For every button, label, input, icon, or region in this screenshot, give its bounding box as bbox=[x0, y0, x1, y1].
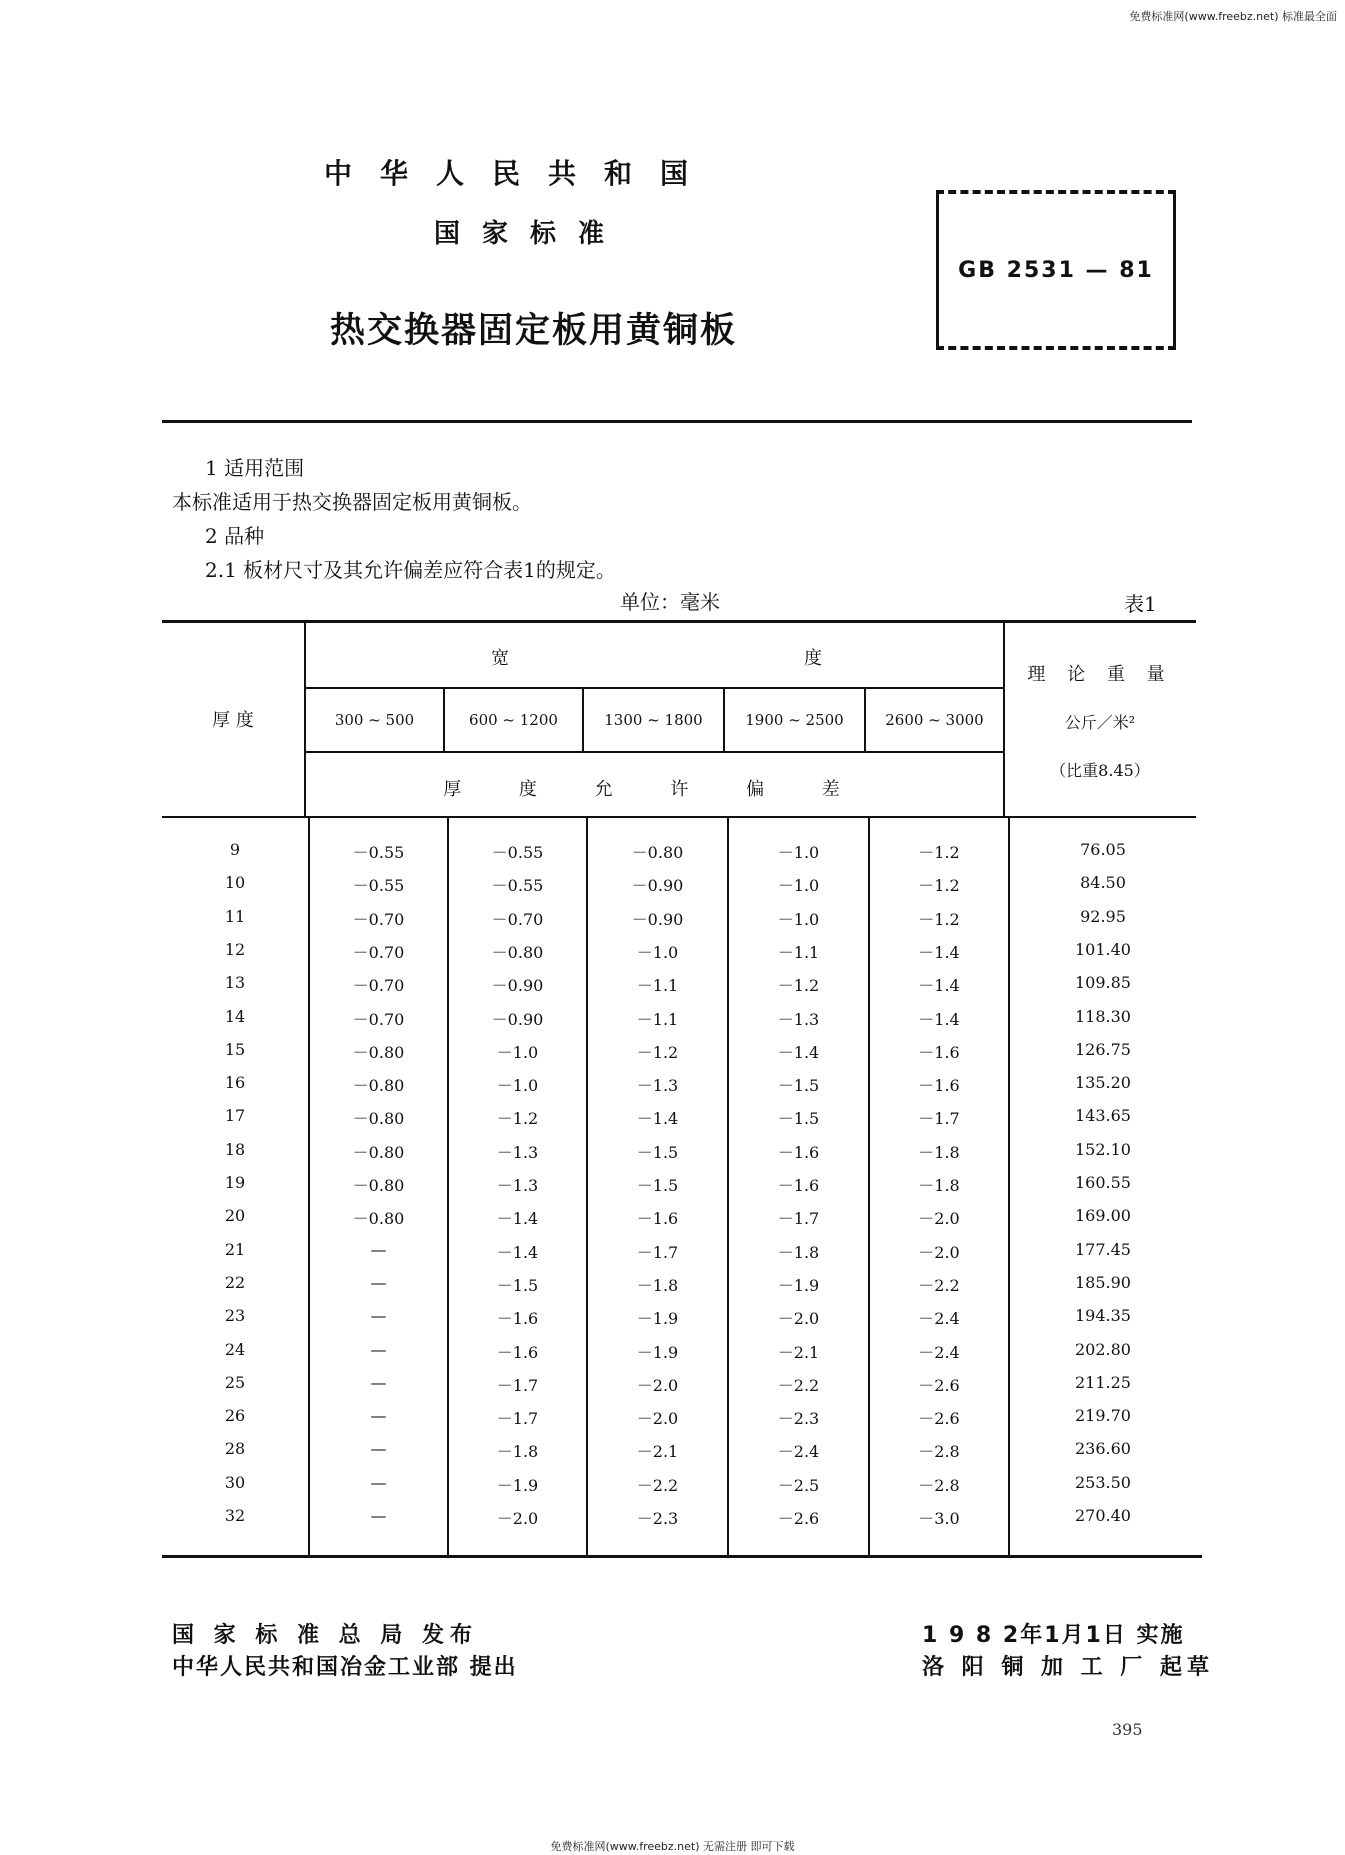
width-range: 300 ~ 500 bbox=[334, 711, 415, 729]
tolerance-cell: －1.4 bbox=[918, 1010, 960, 1029]
weight-cell: 202.80 bbox=[1075, 1340, 1131, 1359]
thickness-cell: 10 bbox=[224, 873, 246, 892]
tolerance-cell: －1.0 bbox=[496, 1043, 539, 1062]
tolerance-cell: －2.5 bbox=[777, 1476, 820, 1495]
table-header-rule-2 bbox=[305, 751, 1005, 753]
tolerance-cell: －1.9 bbox=[636, 1343, 679, 1362]
weight-cell: 270.40 bbox=[1075, 1506, 1131, 1525]
weight-header: 理 论 重 量 bbox=[1027, 664, 1173, 685]
tolerance-cell: －0.80 bbox=[352, 1209, 405, 1228]
tolerance-cell: －1.9 bbox=[496, 1476, 539, 1495]
tolerance-cell: －1.4 bbox=[777, 1043, 820, 1062]
thickness-cell: 14 bbox=[224, 1007, 246, 1026]
tolerance-cell: －1.0 bbox=[777, 910, 820, 929]
tolerance-cell: －1.3 bbox=[496, 1176, 539, 1195]
tolerance-cell: －1.7 bbox=[918, 1109, 960, 1128]
tolerance-cell: －1.6 bbox=[918, 1043, 960, 1062]
tolerance-cell: －1.5 bbox=[777, 1109, 820, 1128]
tolerance-cell: －1.4 bbox=[496, 1209, 539, 1228]
tolerance-cell: — bbox=[370, 1340, 387, 1359]
tolerance-cell: －2.2 bbox=[636, 1476, 679, 1495]
tolerance-cell: －2.0 bbox=[496, 1509, 539, 1528]
tolerance-cell: －1.0 bbox=[777, 843, 820, 862]
tolerance-cell: －2.4 bbox=[918, 1343, 960, 1362]
tolerance-cell: －0.70 bbox=[491, 910, 544, 929]
tolerance-cell: －1.7 bbox=[496, 1409, 539, 1428]
tolerance-cell: －1.2 bbox=[636, 1043, 679, 1062]
weight-cell: 194.35 bbox=[1075, 1306, 1131, 1325]
tolerance-cell: －1.1 bbox=[636, 976, 679, 995]
tolerance-cell: －1.6 bbox=[496, 1343, 539, 1362]
tolerance-cell: －0.80 bbox=[352, 1143, 405, 1162]
tolerance-cell: －0.90 bbox=[491, 976, 544, 995]
weight-cell: 169.00 bbox=[1075, 1206, 1131, 1225]
tolerance-cell: －2.6 bbox=[777, 1509, 820, 1528]
tolerance-cell: －1.3 bbox=[636, 1076, 679, 1095]
thickness-cell: 20 bbox=[224, 1206, 246, 1225]
tolerance-cell: －1.7 bbox=[636, 1243, 679, 1262]
weight-cell: 253.50 bbox=[1075, 1473, 1131, 1492]
table-top-rule bbox=[162, 620, 1196, 623]
standard-type-heading: 国家标准 bbox=[433, 219, 626, 249]
tolerance-header: 厚 度 允 许 偏 差 bbox=[443, 779, 866, 800]
tolerance-cell: －1.7 bbox=[777, 1209, 820, 1228]
tolerance-cell: －0.55 bbox=[491, 843, 544, 862]
section-2-1-text: 2.1 板材尺寸及其允许偏差应符合表1的规定。 bbox=[205, 558, 616, 582]
width-range: 600 ~ 1200 bbox=[469, 711, 558, 729]
tolerance-cell: －1.4 bbox=[496, 1243, 539, 1262]
thickness-cell: 19 bbox=[224, 1173, 246, 1192]
thickness-cell: 30 bbox=[224, 1473, 246, 1492]
tolerance-cell: －1.8 bbox=[918, 1143, 960, 1162]
weight-cell: 118.30 bbox=[1075, 1007, 1131, 1026]
tolerance-cell: －0.80 bbox=[491, 943, 544, 962]
tolerance-cell: －1.6 bbox=[636, 1209, 679, 1228]
tolerance-cell: －2.6 bbox=[918, 1376, 960, 1395]
tolerance-cell: －2.4 bbox=[918, 1309, 960, 1328]
thickness-cell: 11 bbox=[224, 907, 246, 926]
tolerance-cell: －2.2 bbox=[918, 1276, 960, 1295]
tolerance-cell: — bbox=[370, 1306, 387, 1325]
tolerance-cell: －0.80 bbox=[352, 1109, 405, 1128]
tolerance-cell: －0.70 bbox=[352, 1010, 405, 1029]
footer-effective: 1 9 8 2年1月1日 实施 bbox=[922, 1623, 1185, 1648]
thickness-cell: 24 bbox=[224, 1340, 246, 1359]
tolerance-cell: －1.6 bbox=[777, 1176, 820, 1195]
tolerance-cell: －0.80 bbox=[352, 1176, 405, 1195]
thickness-cell: 25 bbox=[224, 1373, 246, 1392]
tolerance-cell: －2.0 bbox=[918, 1243, 960, 1262]
tolerance-cell: －1.3 bbox=[777, 1010, 820, 1029]
section-2-heading: 2 品种 bbox=[205, 524, 265, 548]
tolerance-cell: －1.1 bbox=[636, 1010, 679, 1029]
thickness-cell: 13 bbox=[224, 973, 246, 992]
weight-cell: 143.65 bbox=[1075, 1106, 1131, 1125]
table-label: 表1 bbox=[1124, 592, 1157, 616]
tolerance-cell: －1.9 bbox=[636, 1309, 679, 1328]
weight-cell: 219.70 bbox=[1075, 1406, 1131, 1425]
tolerance-cell: — bbox=[370, 1373, 387, 1392]
weight-cell: 76.05 bbox=[1080, 840, 1126, 859]
tolerance-cell: －2.3 bbox=[777, 1409, 820, 1428]
table-header-rule-1 bbox=[305, 687, 1005, 689]
weight-cell: 135.20 bbox=[1075, 1073, 1131, 1092]
tolerance-cell: －1.4 bbox=[918, 976, 960, 995]
watermark-bottom: 免费标准网(www.freebz.net) 无需注册 即可下载 bbox=[550, 1840, 795, 1853]
header-rule bbox=[162, 420, 1192, 423]
tolerance-cell: －2.3 bbox=[636, 1509, 679, 1528]
tolerance-cell: －0.70 bbox=[352, 976, 405, 995]
tolerance-cell: －0.90 bbox=[631, 876, 684, 895]
tolerance-cell: －1.0 bbox=[636, 943, 679, 962]
tolerance-cell: －2.0 bbox=[636, 1376, 679, 1395]
tolerance-cell: －2.4 bbox=[777, 1442, 820, 1461]
weight-cell: 101.40 bbox=[1075, 940, 1131, 959]
tolerance-cell: －2.0 bbox=[918, 1209, 960, 1228]
tolerance-cell: －2.2 bbox=[777, 1376, 820, 1395]
tolerance-cell: －2.8 bbox=[918, 1442, 960, 1461]
width-range: 2600 ~ 3000 bbox=[885, 711, 984, 729]
tolerance-cell: －0.70 bbox=[352, 943, 405, 962]
tolerance-cell: －1.5 bbox=[636, 1143, 679, 1162]
tolerance-cell: －1.4 bbox=[636, 1109, 679, 1128]
thickness-cell: 26 bbox=[224, 1406, 246, 1425]
weight-cell: 126.75 bbox=[1075, 1040, 1131, 1059]
tolerance-cell: －2.0 bbox=[636, 1409, 679, 1428]
tolerance-cell: －1.6 bbox=[918, 1076, 960, 1095]
footer-drafter: 洛 阳 铜 加 工 厂 起草 bbox=[922, 1655, 1214, 1680]
tolerance-cell: －1.5 bbox=[636, 1176, 679, 1195]
tolerance-cell: — bbox=[370, 1273, 387, 1292]
tolerance-cell: －1.2 bbox=[918, 843, 960, 862]
tolerance-cell: －1.2 bbox=[918, 910, 960, 929]
weight-cell: 236.60 bbox=[1075, 1439, 1131, 1458]
col-header-width-2: 度 bbox=[804, 648, 822, 669]
tolerance-cell: －2.8 bbox=[918, 1476, 960, 1495]
thickness-cell: 16 bbox=[224, 1073, 246, 1092]
weight-cell: 109.85 bbox=[1075, 973, 1131, 992]
thickness-cell: 15 bbox=[224, 1040, 246, 1059]
tolerance-cell: －1.9 bbox=[777, 1276, 820, 1295]
tolerance-cell: －1.0 bbox=[777, 876, 820, 895]
tolerance-cell: －1.6 bbox=[777, 1143, 820, 1162]
tolerance-cell: — bbox=[370, 1406, 387, 1425]
weight-cell: 160.55 bbox=[1075, 1173, 1131, 1192]
gb-number: GB 2531 — 81 bbox=[958, 258, 1154, 283]
tolerance-cell: －1.4 bbox=[918, 943, 960, 962]
weight-cell: 185.90 bbox=[1075, 1273, 1131, 1292]
country-heading: 中华人民共和国 bbox=[323, 157, 716, 190]
tolerance-cell: －1.8 bbox=[918, 1176, 960, 1195]
tolerance-cell: －0.80 bbox=[352, 1076, 405, 1095]
thickness-cell: 28 bbox=[224, 1439, 246, 1458]
weight-unit: 公斤／米² bbox=[1064, 713, 1136, 732]
table-header-bottom-rule bbox=[162, 816, 1196, 818]
weight-cell: 211.25 bbox=[1075, 1373, 1131, 1392]
weight-cell: 152.10 bbox=[1075, 1140, 1131, 1159]
tolerance-cell: — bbox=[370, 1506, 387, 1525]
tolerance-cell: －1.0 bbox=[496, 1076, 539, 1095]
section-1-text: 本标准适用于热交换器固定板用黄铜板。 bbox=[172, 490, 532, 514]
thickness-cell: 18 bbox=[224, 1140, 246, 1159]
page-title: 热交换器固定板用黄铜板 bbox=[330, 311, 738, 351]
tolerance-cell: －1.8 bbox=[777, 1243, 820, 1262]
tolerance-cell: －1.3 bbox=[496, 1143, 539, 1162]
thickness-cell: 12 bbox=[224, 940, 246, 959]
tolerance-cell: — bbox=[370, 1473, 387, 1492]
tolerance-cell: — bbox=[370, 1439, 387, 1458]
tolerance-cell: －1.5 bbox=[496, 1276, 539, 1295]
tolerance-cell: －0.55 bbox=[352, 843, 405, 862]
tolerance-cell: －0.80 bbox=[352, 1043, 405, 1062]
tolerance-cell: －1.8 bbox=[496, 1442, 539, 1461]
tolerance-cell: －0.70 bbox=[352, 910, 405, 929]
table-bottom-rule bbox=[162, 1555, 1202, 1558]
tolerance-cell: －0.90 bbox=[631, 910, 684, 929]
weight-cell: 92.95 bbox=[1080, 907, 1126, 926]
tolerance-cell: －1.7 bbox=[496, 1376, 539, 1395]
weight-cell: 84.50 bbox=[1080, 873, 1126, 892]
tolerance-cell: －1.2 bbox=[777, 976, 820, 995]
tolerance-cell: －1.2 bbox=[918, 876, 960, 895]
table-unit: 单位：毫米 bbox=[620, 590, 720, 614]
col-header-thickness: 厚 度 bbox=[212, 710, 254, 731]
tolerance-cell: －1.6 bbox=[496, 1309, 539, 1328]
thickness-cell: 21 bbox=[224, 1240, 246, 1259]
page-number: 395 bbox=[1112, 1720, 1143, 1739]
tolerance-cell: －0.80 bbox=[631, 843, 684, 862]
tolerance-cell: －1.1 bbox=[777, 943, 820, 962]
tolerance-cell: －2.6 bbox=[918, 1409, 960, 1428]
tolerance-cell: －1.2 bbox=[496, 1109, 539, 1128]
tolerance-cell: －2.1 bbox=[636, 1442, 679, 1461]
tolerance-cell: －0.55 bbox=[491, 876, 544, 895]
thickness-cell: 9 bbox=[229, 840, 241, 859]
width-range: 1900 ~ 2500 bbox=[745, 711, 844, 729]
tolerance-cell: －3.0 bbox=[918, 1509, 960, 1528]
tolerance-cell: －2.1 bbox=[777, 1343, 820, 1362]
tolerance-cell: －1.8 bbox=[636, 1276, 679, 1295]
weight-density: （比重8.45） bbox=[1050, 761, 1150, 780]
thickness-cell: 32 bbox=[224, 1506, 246, 1525]
section-1-heading: 1 适用范围 bbox=[205, 456, 305, 480]
tolerance-cell: －1.5 bbox=[777, 1076, 820, 1095]
footer-proposer: 中华人民共和国冶金工业部 提出 bbox=[172, 1655, 518, 1680]
tolerance-cell: — bbox=[370, 1240, 387, 1259]
weight-cell: 177.45 bbox=[1075, 1240, 1131, 1259]
tolerance-cell: －0.90 bbox=[491, 1010, 544, 1029]
tolerance-cell: －2.0 bbox=[777, 1309, 820, 1328]
footer-issuer: 国 家 标 准 总 局 发布 bbox=[172, 1623, 478, 1648]
thickness-cell: 23 bbox=[224, 1306, 246, 1325]
thickness-cell: 17 bbox=[224, 1106, 246, 1125]
col-header-width-1: 宽 bbox=[491, 648, 509, 669]
tolerance-cell: －0.55 bbox=[352, 876, 405, 895]
thickness-cell: 22 bbox=[224, 1273, 246, 1292]
watermark-top: 免费标准网(www.freebz.net) 标准最全面 bbox=[1129, 10, 1337, 23]
width-range: 1300 ~ 1800 bbox=[604, 711, 703, 729]
